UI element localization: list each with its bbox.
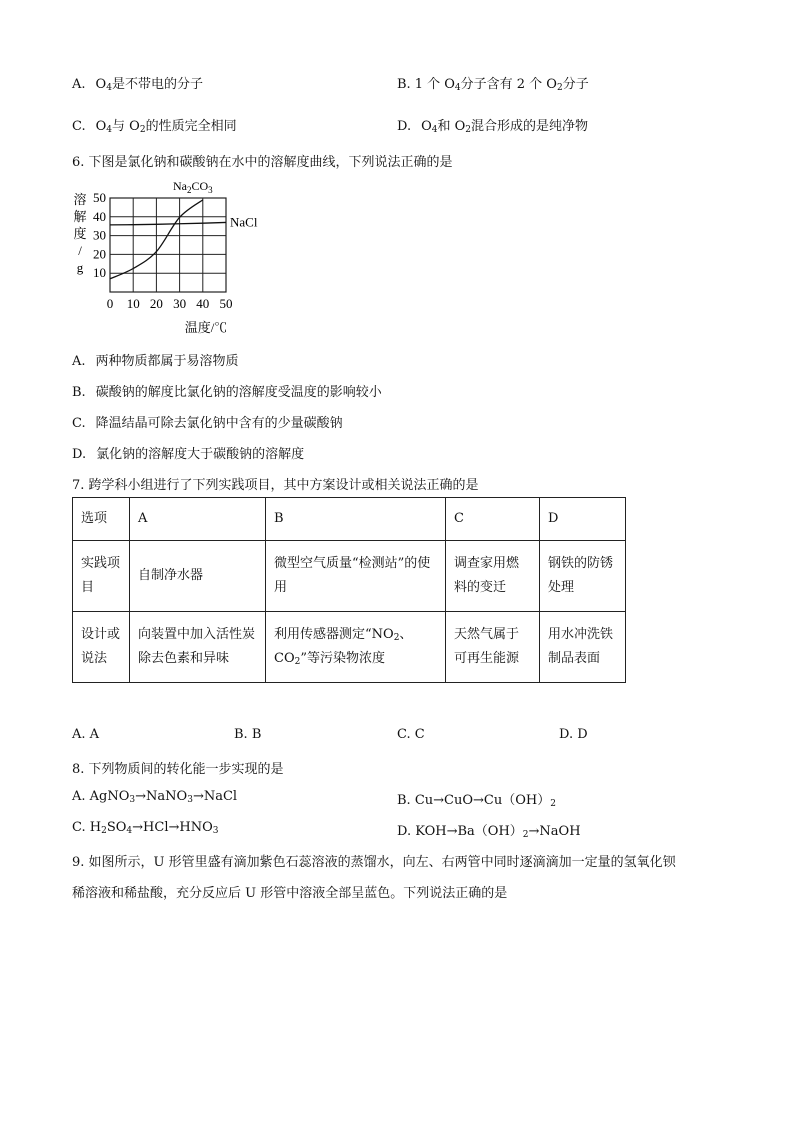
chart-ticks: [93, 190, 233, 311]
q9-stem-line2: 稀溶液和稀盐酸，充分反应后 U 形管中溶液全部呈蓝色。下列说法正确的是: [72, 886, 508, 901]
nacl-label: NaCl: [230, 214, 258, 230]
plot-frame: [110, 198, 226, 292]
x-tick-label: 30: [173, 296, 187, 311]
subscript: 2: [522, 830, 529, 840]
subscript: 3: [187, 795, 193, 805]
y-axis-label-char: 溶: [73, 192, 87, 207]
table-cell: [266, 612, 446, 683]
option-text: 分子含有 2 个 O: [460, 77, 557, 92]
q8-option-b: [397, 789, 556, 808]
q7-stem: 7. 跨学科小组进行了下列实践项目，其中方案设计或相关说法正确的是: [72, 478, 479, 493]
option-text: O: [95, 77, 107, 92]
option-text: 分子: [562, 77, 589, 92]
option-text: 氯化钠的溶解度大于碳酸钠的溶解度: [96, 447, 305, 462]
q5-option-c: [72, 115, 237, 134]
option-text: →HCl→HNO: [132, 820, 213, 835]
option-label: C.: [72, 119, 86, 134]
option-label: D.: [72, 447, 87, 462]
subscript: 4: [454, 83, 461, 93]
cell-text: 、CO: [274, 627, 413, 666]
option-label: C.: [72, 820, 86, 835]
table-cell: 调查家用燃料的变迁: [446, 541, 540, 612]
solubility-chart-svg: [72, 176, 272, 338]
y-axis-label-char: 度: [73, 226, 87, 241]
q6-option-a: [72, 350, 239, 369]
option-text: 与 O: [112, 119, 140, 134]
option-label: B.: [397, 77, 411, 92]
nacl-curve: [110, 222, 226, 224]
cell-text: 利用传感器测定“NO: [274, 627, 394, 642]
option-text: 两种物质都属于易溶物质: [95, 354, 239, 369]
q6-stem: 6. 下图是氯化钠和碳酸钠在水中的溶解度曲线，下列说法正确的是: [72, 155, 453, 170]
option-text: 碳酸钠的解度比氯化钠的溶解度受温度的影响较小: [95, 385, 382, 400]
y-axis-label-char: 解: [73, 209, 87, 224]
table-row: [73, 612, 626, 683]
q7-answer-a: A. A: [72, 727, 100, 742]
q6-option-b: [72, 381, 382, 400]
option-text: 的性质完全相同: [145, 119, 237, 134]
option-text: →NaNO: [135, 789, 188, 804]
q7-answer-c: C. C: [397, 727, 425, 742]
option-text: 是不带电的分子: [111, 77, 203, 92]
q5-option-a: [72, 73, 203, 92]
q6-option-c: [72, 412, 343, 431]
q6-option-d: [72, 443, 304, 462]
table-cell: 钢铁的防锈处理: [540, 541, 626, 612]
y-axis-label-char: /: [78, 243, 82, 258]
subscript: 2: [550, 799, 556, 809]
option-text: →NaCl: [192, 789, 238, 804]
x-tick-label: 50: [219, 296, 233, 311]
x-tick-label: 20: [149, 296, 163, 311]
x-axis-label: 温度/℃: [184, 320, 228, 335]
x-tick-label: 0: [106, 296, 114, 311]
subscript: 3: [129, 795, 136, 805]
option-text: 降温结晶可除去氯化钠中含有的少量碳酸钠: [95, 416, 343, 431]
y-tick-label: 30: [93, 227, 106, 243]
option-text: H: [89, 820, 102, 835]
table-cell: A: [130, 498, 266, 541]
subscript: 2: [556, 83, 563, 93]
q5-option-d: [397, 115, 588, 134]
y-tick-label: 40: [93, 208, 106, 224]
y-tick-label: 10: [93, 265, 106, 281]
option-text: 混合形成的是纯净物: [471, 119, 589, 134]
solubility-chart: [72, 176, 272, 338]
chart-grid: [110, 198, 226, 292]
x-tick-label: 10: [126, 296, 140, 311]
q7-answer-d: D. D: [559, 727, 588, 742]
chart-series: [110, 179, 258, 279]
option-text: 和 O: [437, 119, 466, 134]
option-text: →NaOH: [528, 824, 581, 839]
option-text: O: [421, 119, 432, 134]
table-cell: B: [266, 498, 446, 541]
option-label: A.: [72, 354, 86, 369]
subscript: 2: [465, 125, 472, 135]
table-cell: 天然气属于可再生能源: [446, 612, 540, 683]
project-table: [72, 497, 626, 683]
table-cell: 设计或说法: [73, 612, 130, 683]
q9-stem-line1: 9. 如图所示，U 形管里盛有滴加紫色石蕊溶液的蒸馏水，向左、右两管中同时逐滴滴加一定量的氢氧化钡: [72, 855, 676, 870]
table-cell: 向装置中加入活性炭除去色素和异味: [130, 612, 266, 683]
y-tick-label: 20: [93, 246, 106, 262]
table-cell: 自制净水器: [130, 541, 266, 612]
x-tick-label: 40: [196, 296, 210, 311]
table-cell: D: [540, 498, 626, 541]
subscript: 4: [106, 83, 112, 93]
q8-option-c: [72, 820, 219, 835]
table-cell: C: [446, 498, 540, 541]
option-label: B.: [72, 385, 86, 400]
option-text: AgNO: [89, 789, 130, 804]
option-label: B.: [397, 793, 411, 808]
option-text: O: [95, 119, 107, 134]
y-axis-label-char: g: [76, 260, 84, 275]
q5-option-b: [397, 73, 589, 92]
table-row: [73, 541, 626, 612]
na2co3-label: $Na_2CO_3$: [172, 179, 213, 195]
option-text: SO: [106, 820, 127, 835]
q7-answer-b: B. B: [234, 727, 262, 742]
table-cell: 选项: [73, 498, 130, 541]
cell-text: ”等污染物浓度: [300, 651, 385, 666]
q8-option-a: [72, 789, 237, 804]
option-label: A.: [72, 789, 86, 804]
subscript: 2: [139, 125, 146, 135]
option-text: 1 个 O: [414, 77, 455, 92]
subscript: 2: [393, 633, 400, 643]
y-axis-label: [73, 192, 86, 275]
subscript: 4: [126, 826, 133, 836]
option-text: KOH→Ba（OH）: [415, 824, 523, 839]
table-cell: 用水冲洗铁制品表面: [540, 612, 626, 683]
subscript: 4: [431, 125, 438, 135]
subscript: 2: [294, 657, 301, 667]
y-tick-label: 50: [93, 190, 106, 205]
option-label: D.: [397, 824, 412, 839]
subscript: 2: [101, 826, 107, 836]
option-label: D.: [397, 119, 412, 134]
q8-stem: 8. 下列物质间的转化能一步实现的是: [72, 762, 284, 777]
option-label: A.: [72, 77, 86, 92]
table-cell: 实践项目: [73, 541, 130, 612]
subscript: 4: [106, 125, 113, 135]
option-label: C.: [72, 416, 86, 431]
table-header-row: [73, 498, 626, 541]
q8-option-d: [397, 820, 581, 839]
subscript: 3: [212, 826, 219, 836]
option-text: Cu→CuO→Cu（OH）: [414, 793, 551, 808]
table-cell: 微型空气质量“检测站”的使用: [266, 541, 446, 612]
